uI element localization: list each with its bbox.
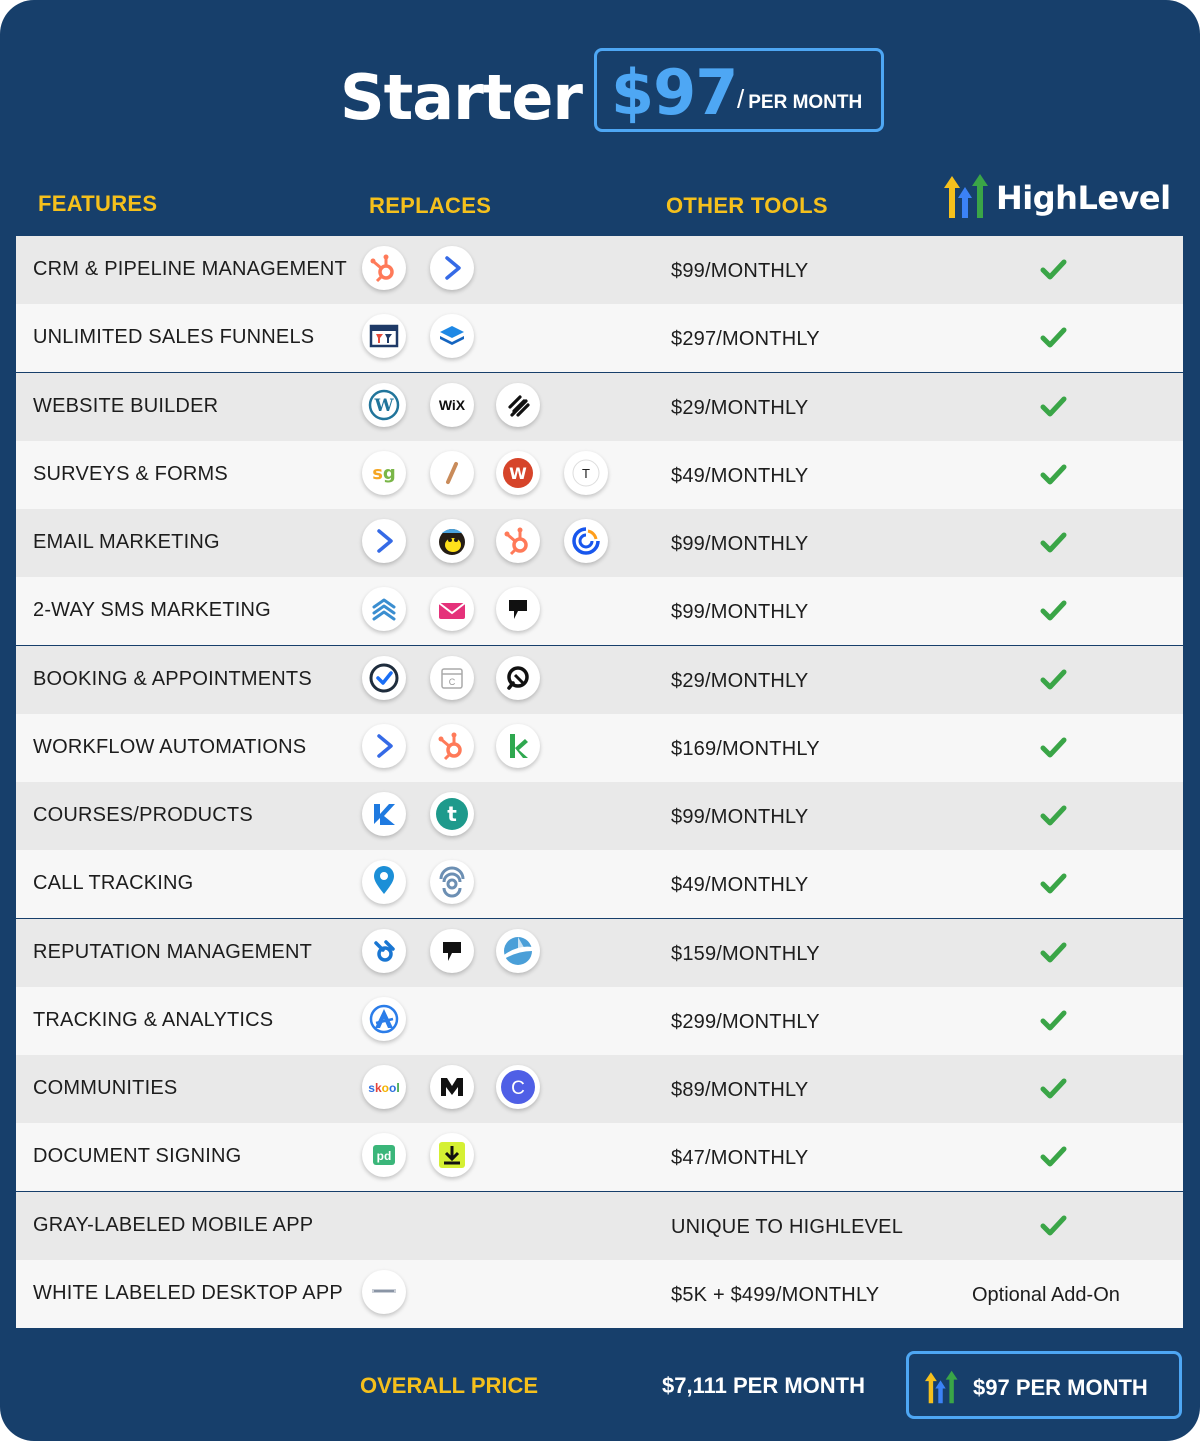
table-row xyxy=(16,1260,1183,1328)
calltracking-icon xyxy=(430,860,474,904)
highlevel-logo xyxy=(944,174,1171,220)
table-row xyxy=(16,1123,1183,1191)
table-row xyxy=(16,850,1183,918)
other-tools-cost: $159/MONTHLY xyxy=(671,942,820,965)
birdeye-icon xyxy=(362,929,406,973)
check-icon xyxy=(1040,531,1068,555)
feature-label: SURVEYS & FORMS xyxy=(33,462,228,485)
other-tools-cost: $99/MONTHLY xyxy=(671,260,809,282)
table-row xyxy=(16,236,1183,304)
surveygizmo-icon xyxy=(362,451,406,495)
kajabi-icon xyxy=(362,792,406,836)
mighty-networks-icon xyxy=(430,1065,474,1109)
plan-price-period: / PER MONTH xyxy=(737,84,863,114)
check-icon xyxy=(1040,463,1068,487)
other-tools-cost: $169/MONTHLY xyxy=(671,737,820,760)
wix-icon xyxy=(430,383,474,427)
table-row xyxy=(16,1055,1183,1123)
overall-price-total: $7,111 PER MONTH xyxy=(662,1373,865,1398)
check-icon xyxy=(1040,1009,1068,1033)
highlevel-arrows-icon xyxy=(944,174,990,218)
desktop-app-icon xyxy=(362,1270,406,1314)
textmagic-icon xyxy=(430,587,474,631)
highlevel-price-box xyxy=(906,1351,1182,1419)
check-icon xyxy=(1040,1077,1068,1101)
other-tools-cost: $297/MONTHLY xyxy=(671,328,820,351)
feature-label: WEBSITE BUILDER xyxy=(33,394,219,417)
check-icon xyxy=(1040,599,1068,623)
check-icon xyxy=(1040,258,1068,282)
activecampaign-icon xyxy=(362,519,406,563)
comparison-table xyxy=(16,236,1183,1328)
check-icon xyxy=(1040,326,1068,350)
analytics-icon xyxy=(362,997,406,1041)
activecampaign-icon xyxy=(362,724,406,768)
other-tools-cost: $299/MONTHLY xyxy=(671,1010,820,1033)
table-row xyxy=(16,987,1183,1055)
feature-label: 2-WAY SMS MARKETING xyxy=(33,599,271,622)
table-row xyxy=(16,646,1183,714)
typeform-icon xyxy=(430,451,474,495)
highlevel-wordmark: HighLevel xyxy=(996,179,1171,217)
mailchimp-icon xyxy=(430,519,474,563)
calendar-icon xyxy=(430,656,474,700)
check-icon xyxy=(1040,736,1068,760)
check-icon xyxy=(1040,1214,1068,1238)
keap-icon xyxy=(496,724,540,768)
svg-text:WiX: WiX xyxy=(438,396,466,413)
svg-text:C: C xyxy=(511,1078,525,1099)
feature-label: GRAY-LABELED MOBILE APP xyxy=(33,1213,314,1236)
svg-text:t: t xyxy=(447,802,457,826)
svg-text:pd: pd xyxy=(376,1149,392,1164)
feature-label: BOOKING & APPOINTMENTS xyxy=(33,667,312,690)
column-header-features: FEATURES xyxy=(38,191,158,216)
table-row xyxy=(16,782,1183,850)
check-icon xyxy=(1040,941,1068,965)
hubspot-icon xyxy=(496,519,540,563)
calendly-icon xyxy=(362,656,406,700)
reputation-icon xyxy=(496,929,540,973)
check-icon xyxy=(1040,395,1068,419)
svg-text:W: W xyxy=(509,463,527,483)
check-icon xyxy=(1040,804,1068,828)
wordpress-icon xyxy=(362,383,406,427)
docusign-icon xyxy=(430,1133,474,1177)
other-tools-cost: $99/MONTHLY xyxy=(671,533,809,555)
table-row xyxy=(16,441,1183,509)
column-header-other-tools: OTHER TOOLS xyxy=(666,193,828,218)
table-row xyxy=(16,919,1183,987)
highlevel-arrows-icon xyxy=(925,1370,959,1404)
wufoo-icon xyxy=(496,451,540,495)
table-row xyxy=(16,373,1183,441)
feature-label: DOCUMENT SIGNING xyxy=(33,1145,242,1168)
activecampaign-icon xyxy=(430,246,474,290)
table-row xyxy=(16,304,1183,372)
table-row xyxy=(16,577,1183,645)
typeform-t-icon xyxy=(564,451,608,495)
other-tools-cost: $47/MONTHLY xyxy=(671,1147,809,1170)
podium-icon xyxy=(496,587,540,631)
table-row xyxy=(16,509,1183,577)
check-icon xyxy=(1040,668,1068,692)
table-row xyxy=(16,1192,1183,1260)
pandadoc-icon xyxy=(362,1133,406,1177)
check-icon xyxy=(1040,1145,1068,1169)
feature-label: UNLIMITED SALES FUNNELS xyxy=(33,326,315,349)
feature-label: TRACKING & ANALYTICS xyxy=(33,1008,274,1031)
column-header-replaces: REPLACES xyxy=(369,193,492,218)
clickfunnels-icon xyxy=(362,314,406,358)
other-tools-cost: $99/MONTHLY xyxy=(671,601,809,624)
svg-text:T: T xyxy=(582,465,590,481)
svg-text:W: W xyxy=(374,395,394,416)
hubspot-icon xyxy=(430,724,474,768)
other-tools-cost: $99/MONTHLY xyxy=(671,806,809,828)
circle-icon xyxy=(496,1065,540,1109)
check-icon xyxy=(1040,872,1068,896)
feature-label: COMMUNITIES xyxy=(33,1077,178,1099)
other-tools-cost: $5K + $499/MONTHLY xyxy=(671,1283,880,1306)
other-tools-cost: $89/MONTHLY xyxy=(671,1079,809,1101)
other-tools-cost: UNIQUE TO HIGHLEVEL xyxy=(671,1215,904,1238)
teachable-icon xyxy=(430,792,474,836)
hubspot-icon xyxy=(362,246,406,290)
other-tools-cost: $49/MONTHLY xyxy=(671,464,809,487)
highlevel-status: Optional Add-On xyxy=(972,1283,1120,1306)
acuity-icon xyxy=(496,656,540,700)
simpletexting-icon xyxy=(362,587,406,631)
plan-title: Starter xyxy=(340,61,582,134)
callrail-icon xyxy=(362,860,406,904)
squarespace-icon xyxy=(496,383,540,427)
svg-text:sg: sg xyxy=(372,462,396,484)
leadpages-icon xyxy=(430,314,474,358)
feature-label: CRM & PIPELINE MANAGEMENT xyxy=(33,258,347,280)
highlevel-price: $97 PER MONTH xyxy=(973,1375,1148,1400)
feature-label: WORKFLOW AUTOMATIONS xyxy=(33,735,307,758)
other-tools-cost: $29/MONTHLY xyxy=(671,396,809,419)
other-tools-cost: $49/MONTHLY xyxy=(671,874,809,897)
feature-label: CALL TRACKING xyxy=(33,872,194,895)
plan-price-box xyxy=(594,48,884,132)
feature-label: COURSES/PRODUCTS xyxy=(33,804,253,826)
feature-label: REPUTATION MANAGEMENT xyxy=(33,940,313,963)
other-tools-cost: $29/MONTHLY xyxy=(671,669,809,692)
feature-label: WHITE LABELED DESKTOP APP xyxy=(33,1281,343,1304)
skool-icon xyxy=(362,1065,406,1109)
constant-contact-icon xyxy=(564,519,608,563)
svg-text:skool: skool xyxy=(368,1081,400,1095)
overall-price-label: OVERALL PRICE xyxy=(360,1373,539,1398)
svg-text:C: C xyxy=(448,676,456,687)
plan-price: $97 xyxy=(611,56,738,129)
table-row xyxy=(16,714,1183,782)
podium-icon xyxy=(430,929,474,973)
feature-label: EMAIL MARKETING xyxy=(33,531,220,553)
